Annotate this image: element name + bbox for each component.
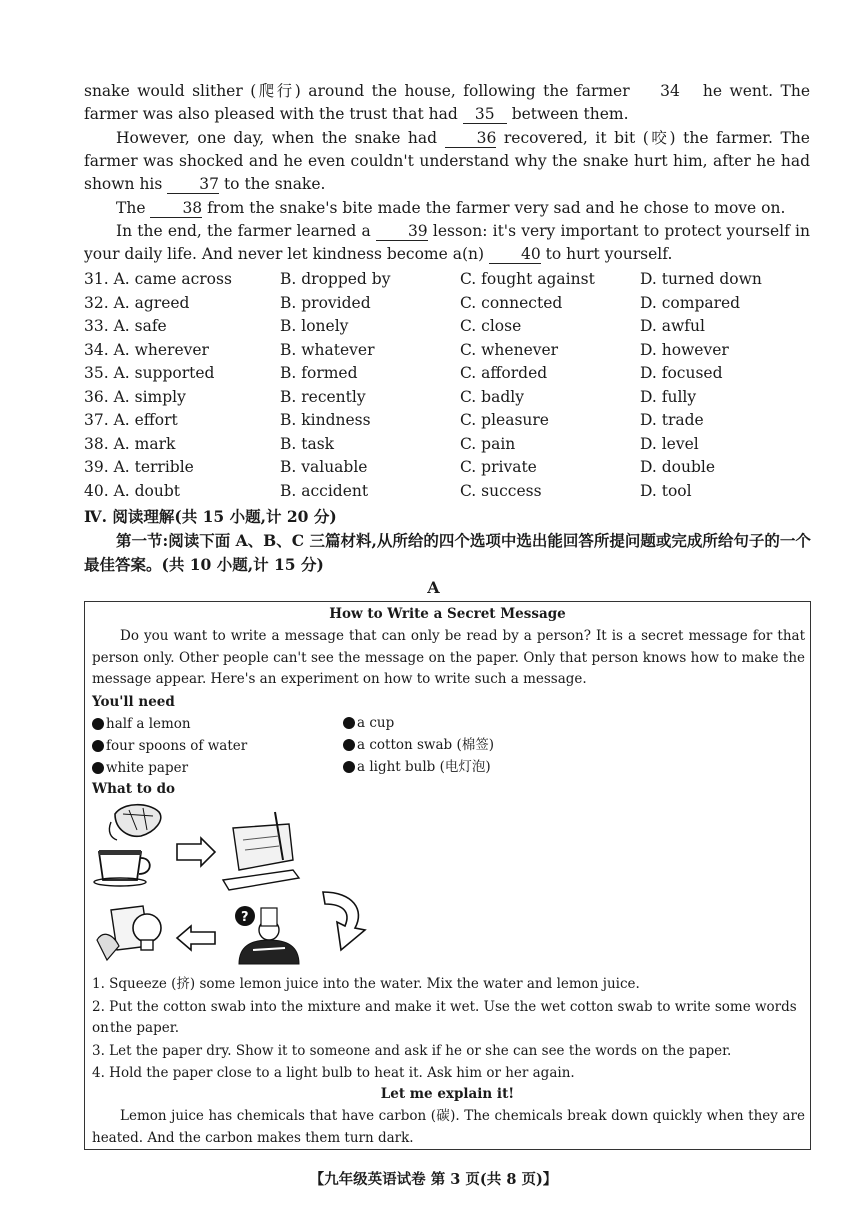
option-d: D. fully — [640, 387, 697, 406]
passage-letter: A — [427, 578, 440, 597]
option-c: C. success — [460, 481, 542, 500]
blank-38: 38 — [150, 200, 202, 218]
light-bulb-icon — [97, 906, 161, 960]
article-intro: Do you want to write a message that can only be read by a person? It is a secret message for that person only. Other people can't see the message on the paper. Only that person knows how to make the message appear. Here's an experiment on how to write such a message. — [92, 628, 805, 687]
option-b: B. recently — [280, 387, 366, 406]
passage-text: between them. — [511, 105, 629, 123]
bullet-icon — [343, 739, 355, 751]
options-table — [84, 268, 814, 503]
option-a: 31. A. came across — [84, 270, 232, 288]
writing-hand-icon — [223, 812, 299, 890]
option-c: C. whenever — [460, 340, 559, 359]
blank-40: 40 — [489, 246, 541, 264]
passage-text: However, one day, when the snake had — [116, 129, 438, 147]
option-b: B. whatever — [280, 340, 375, 359]
section-heading: Ⅳ. 阅读理解(共 15 小题,计 20 分) — [84, 507, 337, 526]
curved-arrow-icon — [323, 892, 365, 950]
bullet-icon — [92, 740, 104, 752]
blank-34: 34 — [660, 82, 680, 100]
do-heading: What to do — [92, 781, 176, 797]
option-d: D. double — [640, 458, 716, 476]
passage-text: from the snake's bite made the farmer very sad and he chose to move on. — [207, 199, 786, 217]
option-c: C. connected — [460, 293, 563, 312]
blank-39: 39 — [376, 223, 428, 241]
option-d: D. focused — [640, 364, 723, 382]
option-a: 37. A. effort — [84, 411, 178, 429]
option-a: 38. A. mark — [84, 434, 176, 453]
option-a: 33. A. safe — [84, 317, 167, 335]
option-row — [84, 315, 814, 339]
option-d: D. compared — [640, 293, 741, 312]
need-item: a cotton swab (棉签) — [343, 735, 494, 755]
passage-text: recovered, it bit (咬) the farmer. The farmer was shocked and he even couldn't understand why the snake hurt him, after he had shown his — [84, 129, 810, 193]
option-row — [84, 339, 814, 363]
passage-text: snake would slither (爬行) around the house, following the farmer — [84, 82, 630, 100]
blank-36: 36 — [445, 130, 497, 148]
passage-text: The — [116, 199, 146, 217]
option-c: C. close — [460, 317, 522, 335]
option-d: D. tool — [640, 481, 692, 500]
need-item: white paper — [92, 758, 188, 778]
need-item: half a lemon — [92, 714, 191, 734]
person-question-icon — [235, 906, 299, 964]
option-c: C. badly — [460, 387, 524, 406]
need-item: a light bulb (电灯泡) — [343, 757, 491, 777]
step-2: 2. Put the cotton swab into the mixture and make it wet. Use the wet cotton swab to write some words on — [92, 999, 797, 1036]
option-b: B. dropped by — [280, 270, 391, 288]
passage-paragraph-1 — [84, 80, 810, 126]
passage-paragraph-2 — [84, 127, 810, 196]
option-row — [84, 362, 814, 386]
svg-text:?: ? — [241, 910, 249, 925]
option-row — [84, 456, 814, 480]
explain-heading: Let me explain it! — [380, 1086, 515, 1102]
lemon-icon — [109, 805, 160, 840]
option-a: 40. A. doubt — [84, 481, 181, 500]
passage-text: to the snake. — [223, 175, 326, 193]
option-d: D. level — [640, 434, 699, 453]
option-a: 36. A. simply — [84, 387, 186, 406]
option-d: D. however — [640, 340, 729, 359]
option-a: 32. A. agreed — [84, 293, 190, 312]
bullet-icon — [343, 717, 355, 729]
option-c: C. private — [460, 458, 537, 476]
article-box — [84, 601, 811, 1150]
option-b: B. provided — [280, 293, 371, 312]
option-b: B. valuable — [280, 458, 368, 476]
option-c: C. fought against — [460, 270, 595, 288]
experiment-illustration — [93, 800, 383, 970]
step-4: 4. Hold the paper close to a light bulb to heat it. Ask him or her again. — [92, 1065, 575, 1081]
need-item: a cup — [343, 713, 394, 733]
option-row — [84, 409, 814, 433]
option-row — [84, 480, 814, 504]
page-footer: 【九年级英语试卷 第 3 页(共 8 页)】 — [309, 1171, 558, 1188]
option-d: D. trade — [640, 411, 704, 429]
option-b: B. kindness — [280, 411, 371, 429]
blank-35: 35 — [463, 106, 507, 124]
option-a: 34. A. wherever — [84, 340, 209, 359]
passage-text: In the end, the farmer learned a — [116, 222, 371, 240]
arrow-right-icon — [177, 838, 215, 866]
need-heading: You'll need — [92, 694, 175, 710]
option-d: D. awful — [640, 317, 705, 335]
option-a: 39. A. terrible — [84, 458, 194, 476]
passage-text: he went. The farmer was also pleased with the trust that had — [84, 82, 811, 123]
option-row — [84, 386, 814, 410]
passage-text: to hurt yourself. — [545, 245, 673, 263]
arrow-left-icon — [177, 926, 215, 950]
option-b: B. formed — [280, 364, 358, 382]
blank-37: 37 — [167, 176, 219, 194]
option-b: B. task — [280, 434, 335, 453]
option-b: B. accident — [280, 481, 369, 500]
passage-paragraph-3 — [84, 197, 810, 220]
need-item: four spoons of water — [92, 736, 247, 756]
option-c: C. pleasure — [460, 411, 549, 429]
passage-text: lesson: it's very important to protect yourself in your daily life. And never let kindness become a(n) — [84, 222, 810, 263]
explain-text: Lemon juice has chemicals that have carbon (碳). The chemicals break down quickly when they are heated. And the carbon makes them turn dark. — [92, 1108, 805, 1146]
option-c: C. pain — [460, 434, 516, 453]
option-row — [84, 292, 814, 316]
step-1: 1. Squeeze (挤) some lemon juice into the water. Mix the water and lemon juice. — [92, 976, 640, 992]
bullet-icon — [92, 718, 104, 730]
step-3: 3. Let the paper dry. Show it to someone and ask if he or she can see the words on the paper. — [92, 1043, 732, 1059]
option-row — [84, 433, 814, 457]
passage-paragraph-4 — [84, 220, 810, 266]
option-row — [84, 268, 814, 292]
bullet-icon — [92, 762, 104, 774]
option-c: C. afforded — [460, 364, 548, 382]
option-b: B. lonely — [280, 317, 349, 335]
option-d: D. turned down — [640, 270, 762, 288]
section-instruction: 第一节:阅读下面 A、B、C 三篇材料,从所给的四个选项中选出能回答所提问题或完成所给句子的一个最佳答案。(共 10 小题,计 15 分) — [84, 531, 811, 574]
step-2-continued: the paper. — [110, 1020, 179, 1036]
article-title: How to Write a Secret Message — [329, 606, 566, 622]
bullet-icon — [343, 761, 355, 773]
option-a: 35. A. supported — [84, 364, 215, 382]
cup-icon — [94, 850, 150, 886]
